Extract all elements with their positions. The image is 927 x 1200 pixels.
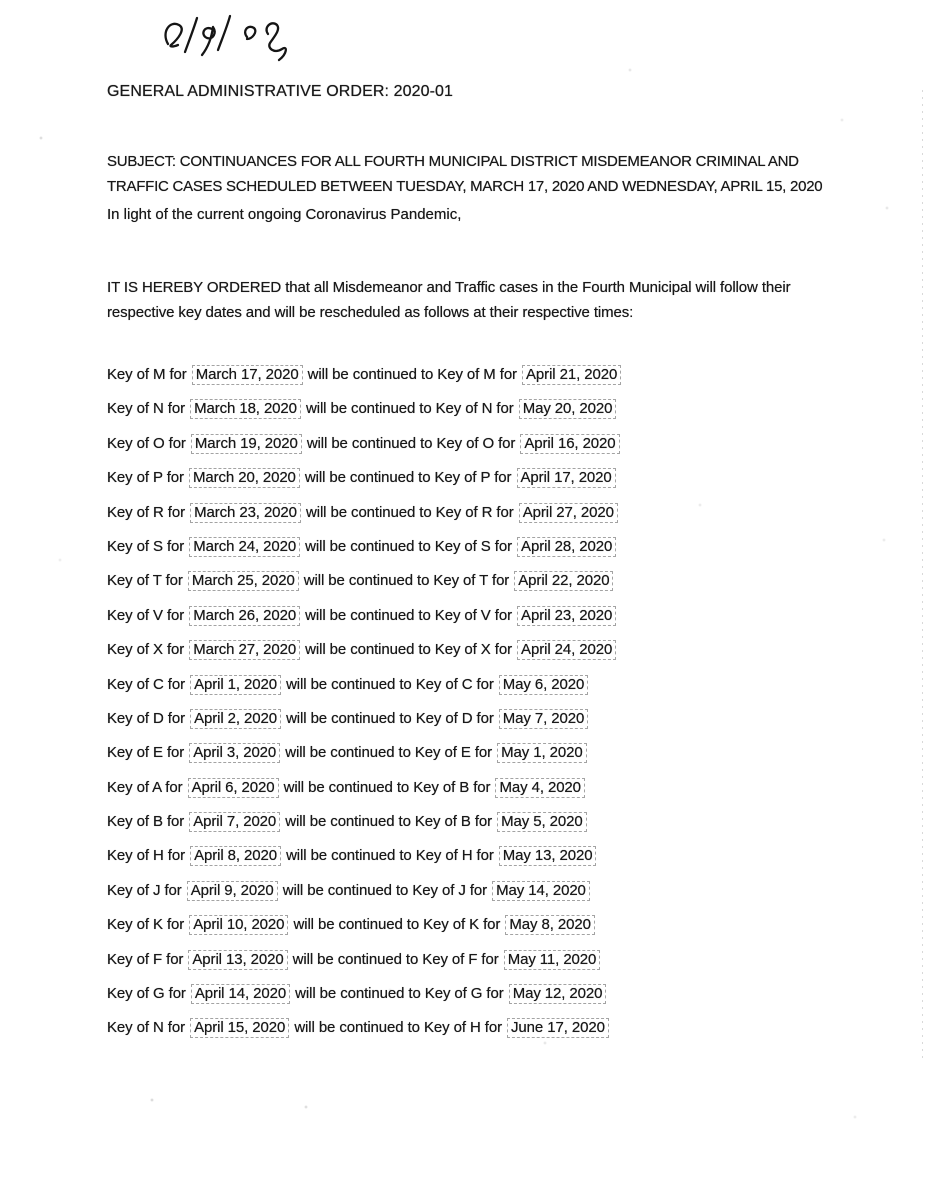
continued-date: May 5, 2020 (497, 812, 586, 832)
continued-date: May 13, 2020 (499, 846, 597, 866)
continuance-row (107, 811, 622, 833)
continuance-text: Key of N for (107, 1019, 190, 1037)
continued-date: May 20, 2020 (519, 399, 617, 419)
original-date: April 9, 2020 (187, 881, 278, 901)
original-date: April 14, 2020 (191, 984, 290, 1004)
continuance-text: Key of J for (107, 881, 186, 899)
handwritten-date-annotation (152, 8, 312, 66)
continued-date: May 6, 2020 (499, 675, 588, 695)
continuance-text: will be continued to Key of X for (301, 641, 517, 659)
continuance-row (107, 502, 622, 524)
continuance-text: Key of O for (107, 434, 190, 452)
original-date: April 1, 2020 (190, 675, 281, 695)
continuance-text: Key of C for (107, 675, 190, 693)
continuance-text: Key of D for (107, 709, 190, 727)
continuance-row (107, 777, 622, 799)
continuance-text: Key of B for (107, 813, 189, 831)
continuance-text: will be continued to Key of S for (301, 537, 517, 555)
continuance-row (107, 398, 622, 420)
continued-date: April 17, 2020 (517, 468, 616, 488)
original-date: April 10, 2020 (189, 915, 288, 935)
original-date: March 23, 2020 (190, 503, 301, 523)
continued-date: May 8, 2020 (505, 915, 594, 935)
continuance-row (107, 708, 622, 730)
continued-date: April 21, 2020 (522, 365, 621, 385)
continuance-row (107, 639, 622, 661)
original-date: April 8, 2020 (190, 846, 281, 866)
continuance-text: Key of E for (107, 744, 189, 762)
continued-date: April 24, 2020 (517, 640, 616, 660)
original-date: March 19, 2020 (191, 434, 302, 454)
continuance-row (107, 605, 622, 627)
continuance-row (107, 845, 622, 867)
continued-date: April 27, 2020 (519, 503, 618, 523)
continuance-row (107, 914, 622, 936)
continuance-text: will be continued to Key of O for (302, 434, 520, 452)
order-line-1: IT IS HEREBY ORDERED that all Misdemeanor and Traffic cases in the Fourth Municipal will follow their (107, 279, 791, 296)
continued-date: May 7, 2020 (499, 709, 588, 729)
original-date: April 15, 2020 (190, 1018, 289, 1038)
continuance-text: will be continued to Key of F for (288, 950, 503, 968)
continuance-text: Key of K for (107, 916, 189, 934)
continuance-text: Key of M for (107, 366, 191, 383)
continuance-row (107, 364, 622, 386)
continuance-text: will be continued to Key of B for (279, 778, 495, 796)
continuance-row (107, 1017, 622, 1039)
continued-date: April 23, 2020 (517, 606, 616, 626)
continuance-row (107, 674, 622, 696)
continuance-row (107, 983, 622, 1005)
continuance-row (107, 880, 622, 902)
continuance-row (107, 467, 622, 489)
continuance-text: Key of H for (107, 847, 190, 865)
continued-date: April 16, 2020 (520, 434, 619, 454)
continuance-text: Key of S for (107, 537, 189, 555)
continuance-text: Key of G for (107, 985, 190, 1003)
continuance-text: will be continued to Key of K for (289, 916, 505, 934)
original-date: April 13, 2020 (188, 950, 287, 970)
continued-date: May 14, 2020 (492, 881, 590, 901)
continuance-text: will be continued to Key of B for (281, 813, 497, 831)
order-line-2: respective key dates and will be rescheduled as follows at their respective times: (107, 304, 634, 321)
continuance-text: Key of P for (107, 469, 188, 487)
continued-date: May 11, 2020 (504, 950, 601, 970)
continuance-text: will be continued to Key of J for (278, 881, 492, 899)
continuance-text: will be continued to Key of T for (299, 572, 514, 590)
continuance-text: will be continued to Key of H for (282, 847, 498, 865)
continuance-text: Key of T for (107, 572, 187, 590)
continuance-text: Key of A for (107, 778, 187, 796)
original-date: March 26, 2020 (189, 606, 300, 626)
continuance-row (107, 433, 622, 455)
continuance-text: will be continued to Key of C for (282, 675, 498, 693)
continuance-text: will be continued to Key of M for (303, 366, 522, 383)
continuance-row (107, 949, 622, 971)
continued-date: May 1, 2020 (497, 743, 586, 763)
subject-paragraph (107, 149, 822, 199)
continued-date: May 12, 2020 (509, 984, 607, 1004)
original-date: March 25, 2020 (188, 571, 299, 591)
continuance-text: will be continued to Key of G for (291, 985, 508, 1003)
original-date: April 6, 2020 (188, 778, 279, 798)
original-date: April 3, 2020 (189, 743, 280, 763)
subject-line-1: SUBJECT: CONTINUANCES FOR ALL FOURTH MUNICIPAL DISTRICT MISDEMEANOR CRIMINAL AND (107, 153, 799, 170)
document-title: GENERAL ADMINISTRATIVE ORDER: 2020-01 (107, 83, 454, 100)
continuance-text: will be continued to Key of V for (301, 606, 517, 624)
original-date: March 17, 2020 (192, 365, 303, 385)
original-date: April 7, 2020 (189, 812, 280, 832)
original-date: March 20, 2020 (189, 468, 300, 488)
original-date: March 27, 2020 (189, 640, 300, 660)
original-date: March 18, 2020 (190, 399, 301, 419)
continuance-row (107, 570, 622, 592)
continuance-list (107, 364, 622, 1052)
continuance-text: will be continued to Key of R for (301, 503, 518, 521)
continuance-text: will be continued to Key of H for (290, 1019, 507, 1037)
continued-date: April 28, 2020 (517, 537, 616, 557)
subject-line-2: TRAFFIC CASES SCHEDULED BETWEEN TUESDAY, MARCH 17, 2020 AND WEDNESDAY, APRIL 15, 2020 (107, 178, 823, 195)
scanner-edge-artifact (922, 90, 923, 1060)
intro-line: In light of the current ongoing Coronavirus Pandemic, (107, 206, 462, 223)
order-paragraph (107, 275, 791, 325)
continuance-text: Key of F for (107, 950, 188, 968)
continued-date: May 4, 2020 (495, 778, 584, 798)
continuance-text: will be continued to Key of E for (281, 744, 497, 762)
continuance-text: will be continued to Key of D for (282, 709, 498, 727)
continued-date: April 22, 2020 (514, 571, 613, 591)
continuance-text: Key of R for (107, 503, 190, 521)
continuance-text: will be continued to Key of N for (301, 400, 518, 418)
continuance-text: will be continued to Key of P for (300, 469, 516, 487)
continuance-text: Key of V for (107, 606, 189, 624)
original-date: April 2, 2020 (190, 709, 281, 729)
continuance-row (107, 536, 622, 558)
continued-date: June 17, 2020 (507, 1018, 609, 1038)
original-date: March 24, 2020 (189, 537, 300, 557)
continuance-text: Key of X for (107, 641, 189, 659)
continuance-row (107, 742, 622, 764)
continuance-text: Key of N for (107, 400, 190, 418)
